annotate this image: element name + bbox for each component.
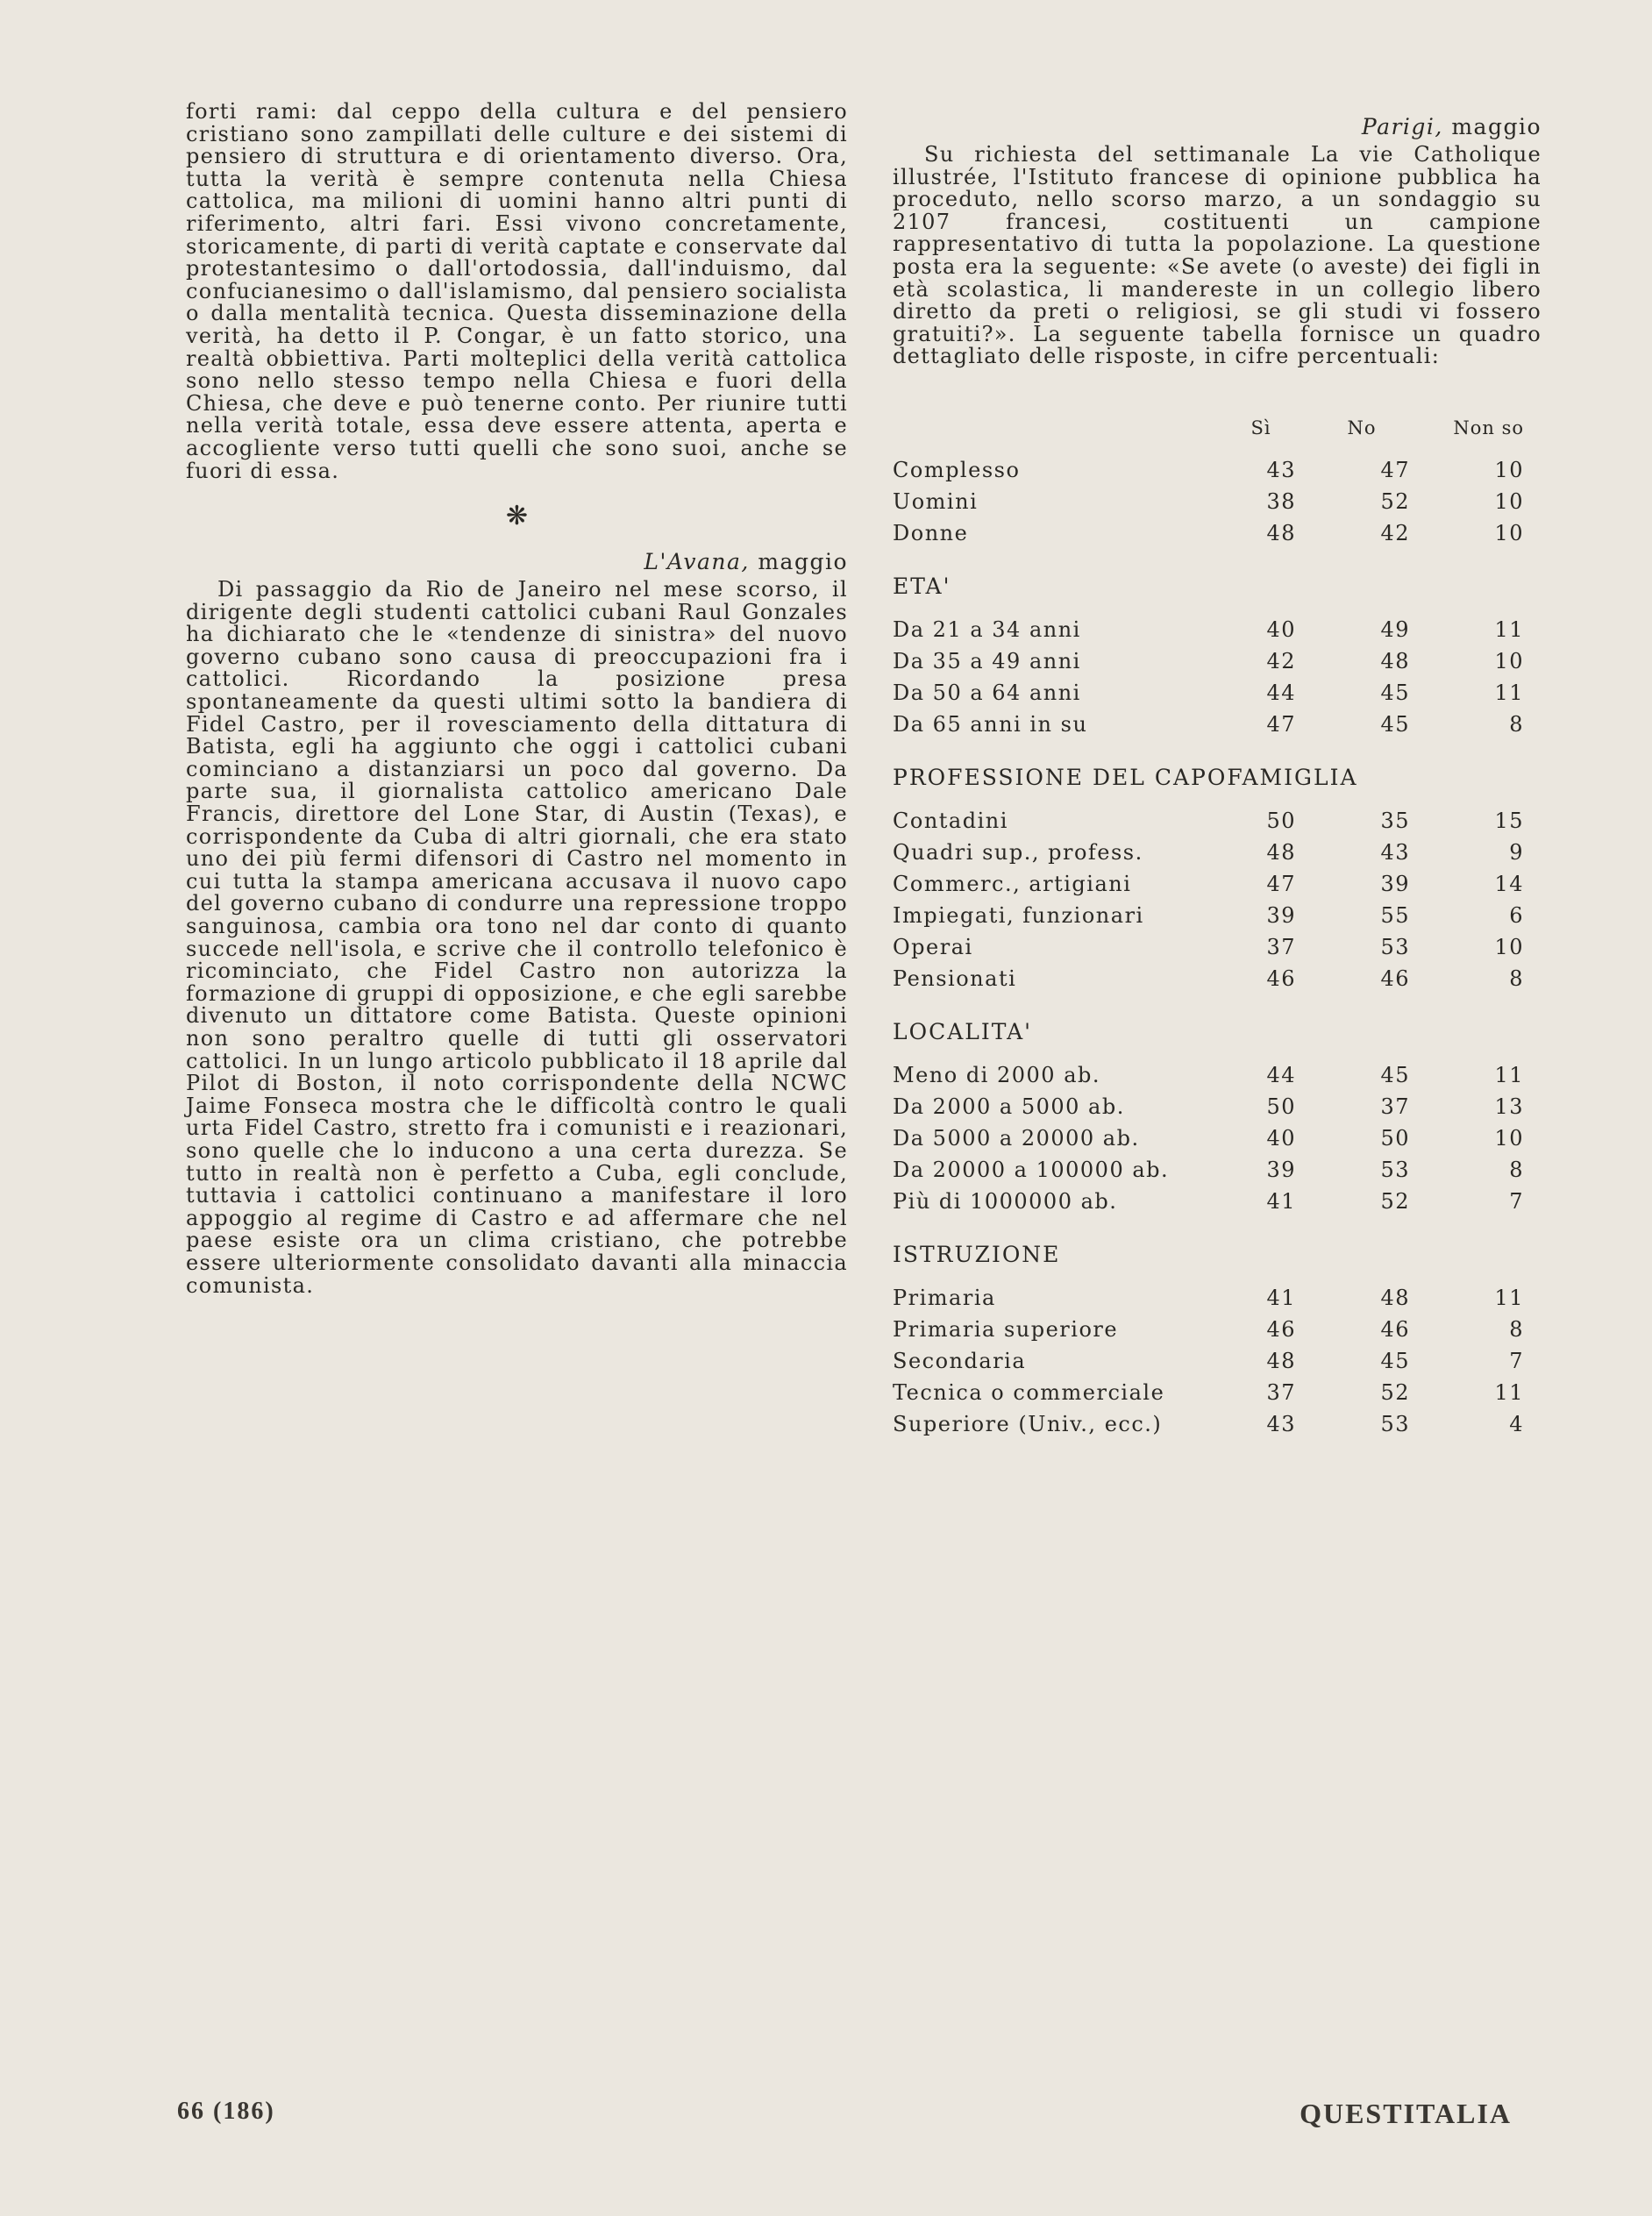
cell-si: 46 [1266, 1316, 1296, 1342]
row-label: Impiegati, funzionari [893, 902, 1144, 928]
table-group [893, 1017, 1542, 1217]
cell-non-so: 11 [1494, 1285, 1524, 1310]
magazine-title: QUESTITALIA [1300, 2098, 1512, 2129]
cell-non-so: 10 [1494, 934, 1524, 959]
havana-article-body: Di passaggio da Rio de Janeiro nel mese scorso, il dirigente degli studenti cattolici cubani Raul Gonzales ha dichiarato che le «tendenze di sinistra» del nuovo governo cubano sono causa di preoccupazioni fra i cattolici. Ricordando la posizione presa spontaneamente da questi ultimi sotto la bandiera di Fidel Castro, per il rovesciamento della dittatura di Batista, egli ha aggiunto che oggi i cattolici cubani cominciano a distanziarsi un poco dal governo. Da parte sua, il giornalista cattolico americano Dale Francis, direttore del Lone Star, di Austin (Texas), e corrispondente da Cuba di altri giornali, che era stato uno dei più fermi difensori di Castro nel momento in cui tutta la stampa americana accusava il nuovo capo del governo cubano di condurre una repressione troppo sanguinosa, cambia ora tono nel dar conto di quanto succede nell'isola, e scrive che il controllo telefonico è ricominciato, che Fidel Castro non autorizza la formazione di gruppi di opposizione, e che egli sarebbe divenuto un dittatore come Batista. Queste opinioni non sono peraltro quelle di tutti gli osservatori cattolici. In un lungo articolo pubblicato il 18 aprile dal Pilot di Boston, il noto corrispondente della NCWC Jaime Fonseca mostra che le difficoltà contro le quali urta Fidel Castro, stretto fra i comunisti e i reazionari, sono quelle che lo inducono a una certa durezza. Se tutto in realtà non è perfetto a Cuba, egli conclude, tuttavia i cattolici continuano a manifestare il loro appoggio al regime di Castro e ad affermare che nel paese esiste ora un clima cristiano, che potrebbe essere ulteriormente consolidato davanti alla minaccia comunista. [186, 577, 848, 1298]
row-label: Pensionati [893, 965, 1017, 991]
row-label: Secondaria [893, 1348, 1027, 1373]
row-label: Operai [893, 934, 973, 959]
cell-si: 47 [1266, 711, 1296, 737]
table-row [893, 1122, 1542, 1154]
right-column [893, 114, 1542, 1440]
cell-si: 40 [1266, 1125, 1296, 1151]
cell-si: 50 [1266, 808, 1296, 833]
cell-non-so: 7 [1509, 1348, 1524, 1373]
cell-no: 43 [1380, 839, 1410, 865]
cell-non-so: 10 [1494, 457, 1524, 482]
cell-no: 37 [1380, 1094, 1410, 1119]
table-section-title: LOCALITA' [893, 1018, 1032, 1044]
dateline-month: maggio [758, 549, 848, 575]
cell-non-so: 14 [1494, 871, 1524, 896]
paris-dateline [893, 114, 1542, 140]
cell-no: 48 [1380, 1285, 1410, 1310]
header-non-so: Non so [1453, 417, 1524, 438]
cell-non-so: 10 [1494, 1125, 1524, 1151]
row-label: Superiore (Univ., ecc.) [893, 1411, 1163, 1436]
table-row [893, 1377, 1542, 1408]
cell-non-so: 10 [1494, 520, 1524, 545]
table-row [893, 614, 1542, 645]
row-label: Uomini [893, 488, 979, 514]
table-row [893, 805, 1542, 837]
cell-non-so: 8 [1509, 1157, 1524, 1182]
cell-si: 47 [1266, 871, 1296, 896]
cell-si: 44 [1266, 680, 1296, 705]
cell-si: 42 [1266, 648, 1296, 673]
cell-si: 39 [1266, 1157, 1296, 1182]
table-row [893, 1345, 1542, 1377]
table-header [893, 417, 1542, 447]
cell-no: 50 [1380, 1125, 1410, 1151]
cell-no: 47 [1380, 457, 1410, 482]
table-group [893, 763, 1542, 994]
row-label: Quadri sup., profess. [893, 839, 1143, 865]
cell-no: 35 [1380, 808, 1410, 833]
row-label: Da 20000 a 100000 ab. [893, 1157, 1170, 1182]
cell-non-so: 11 [1494, 1062, 1524, 1087]
page-number: 66 (186) [177, 2098, 275, 2125]
cell-no: 46 [1380, 1316, 1410, 1342]
asterism-separator: ❋ [505, 501, 529, 532]
table-group [893, 572, 1542, 740]
table-section-title: PROFESSIONE DEL CAPOFAMIGLIA [893, 764, 1358, 790]
cell-no: 39 [1380, 871, 1410, 896]
table-row [893, 931, 1542, 963]
cell-non-so: 6 [1509, 902, 1524, 928]
cell-si: 43 [1266, 1411, 1296, 1436]
cell-non-so: 8 [1509, 1316, 1524, 1342]
cell-non-so: 10 [1494, 648, 1524, 673]
row-label: Primaria [893, 1285, 996, 1310]
row-label: Donne [893, 520, 969, 545]
table-section-title: ISTRUZIONE [893, 1241, 1061, 1267]
table-row [893, 900, 1542, 931]
row-label: Complesso [893, 457, 1021, 482]
cell-no: 48 [1380, 648, 1410, 673]
table-row [893, 1059, 1542, 1091]
table-row [893, 517, 1542, 549]
table-row [893, 963, 1542, 994]
table-row [893, 837, 1542, 868]
table-group [893, 1240, 1542, 1440]
cell-no: 52 [1380, 1188, 1410, 1214]
cell-no: 53 [1380, 1157, 1410, 1182]
cell-no: 52 [1380, 1379, 1410, 1405]
row-label: Più di 1000000 ab. [893, 1188, 1118, 1214]
cell-non-so: 7 [1509, 1188, 1524, 1214]
cell-no: 53 [1380, 1411, 1410, 1436]
paris-article-body: Su richiesta del settimanale La vie Catholique illustrée, l'Istituto francese di opinione pubblica ha proceduto, nello scorso marzo, a un sondaggio su 2107 francesi, costituenti un campione rappresentativo di tutta la popolazione. La questione posta era la seguente: «Se avete (o aveste) dei figli in età scolastica, li mandereste in un collegio libero diretto da preti o religiosi, se gli studi vi fossero gratuiti?». La seguente tabella fornisce un quadro dettagliato delle risposte, in cifre percentuali: [893, 142, 1542, 369]
cell-si: 48 [1266, 839, 1296, 865]
cell-non-so: 15 [1494, 808, 1524, 833]
table-row [893, 709, 1542, 740]
cell-non-so: 11 [1494, 616, 1524, 642]
row-label: Contadini [893, 808, 1008, 833]
cell-non-so: 8 [1509, 711, 1524, 737]
row-label: Da 5000 a 20000 ab. [893, 1125, 1140, 1151]
havana-dateline [186, 549, 848, 575]
row-label: Da 50 a 64 anni [893, 680, 1081, 705]
row-label: Meno di 2000 ab. [893, 1062, 1100, 1087]
cell-si: 38 [1266, 488, 1296, 514]
cell-non-so: 11 [1494, 1379, 1524, 1405]
cell-si: 44 [1266, 1062, 1296, 1087]
cell-si: 39 [1266, 902, 1296, 928]
cell-si: 43 [1266, 457, 1296, 482]
cell-si: 37 [1266, 1379, 1296, 1405]
row-label: Da 2000 a 5000 ab. [893, 1094, 1125, 1119]
left-paragraph-continuation: forti rami: dal ceppo della cultura e del pensiero cristiano sono zampillati delle culture e dei sistemi di pensiero di struttura e di orientamento diverso. Ora, tutta la verità è sempre contenuta nella Chiesa cattolica, ma milioni di uomini hanno altri punti di riferimento, altri fari. Essi vivono concretamente, storicamente, di parti di verità captate e conservate dal protestantesimo o dall'ortodossia, dall'induismo, dal confucianesimo o dall'islamismo, dal pensiero socialista o dalla mentalità tecnica. Questa disseminazione della verità, ha detto il P. Congar, è un fatto storico, una realtà obbiettiva. Parti molteplici della verità cattolica sono nello stesso tempo nella Chiesa e fuori della Chiesa, che deve e può tenerne conto. Per riunire tutti nella verità totale, essa deve essere attenta, aperta e accogliente verso tutti quelli che sono suoi, anche se fuori di essa. [186, 99, 848, 483]
table-row [893, 486, 1542, 517]
cell-non-so: 11 [1494, 680, 1524, 705]
cell-no: 45 [1380, 1348, 1410, 1373]
table-row [893, 1282, 1542, 1314]
dateline-place: Parigi, [1361, 114, 1443, 139]
header-si: Sì [1250, 417, 1271, 438]
cell-si: 50 [1266, 1094, 1296, 1119]
cell-non-so: 8 [1509, 965, 1524, 991]
cell-si: 48 [1266, 520, 1296, 545]
row-label: Commerc., artigiani [893, 871, 1132, 896]
cell-non-so: 10 [1494, 488, 1524, 514]
table-row [893, 1154, 1542, 1186]
cell-no: 45 [1380, 1062, 1410, 1087]
cell-non-so: 4 [1509, 1411, 1524, 1436]
cell-no: 53 [1380, 934, 1410, 959]
cell-no: 45 [1380, 680, 1410, 705]
row-label: Da 35 a 49 anni [893, 648, 1081, 673]
table-row [893, 645, 1542, 677]
table-row [893, 868, 1542, 900]
table-groups [893, 454, 1542, 1440]
dateline-place: L'Avana, [644, 549, 750, 575]
table-row [893, 1408, 1542, 1440]
table-row [893, 1186, 1542, 1217]
cell-no: 46 [1380, 965, 1410, 991]
table-group [893, 454, 1542, 549]
row-label: Da 65 anni in su [893, 711, 1088, 737]
cell-non-so: 9 [1509, 839, 1524, 865]
cell-no: 45 [1380, 711, 1410, 737]
cell-si: 46 [1266, 965, 1296, 991]
cell-si: 48 [1266, 1348, 1296, 1373]
table-section-title: ETA' [893, 573, 951, 599]
cell-no: 42 [1380, 520, 1410, 545]
dateline-month: maggio [1451, 114, 1542, 139]
table-row [893, 1314, 1542, 1345]
cell-si: 40 [1266, 616, 1296, 642]
table-row [893, 677, 1542, 709]
cell-non-so: 13 [1494, 1094, 1524, 1119]
row-label: Primaria superiore [893, 1316, 1119, 1342]
cell-si: 41 [1266, 1188, 1296, 1214]
cell-no: 55 [1380, 902, 1410, 928]
cell-no: 52 [1380, 488, 1410, 514]
row-label: Da 21 a 34 anni [893, 616, 1081, 642]
left-column [186, 101, 848, 1297]
cell-si: 41 [1266, 1285, 1296, 1310]
header-no: No [1347, 417, 1377, 438]
row-label: Tecnica o commerciale [893, 1379, 1165, 1405]
table-row [893, 1091, 1542, 1122]
cell-no: 49 [1380, 616, 1410, 642]
cell-si: 37 [1266, 934, 1296, 959]
survey-table [893, 417, 1542, 1440]
table-row [893, 454, 1542, 486]
